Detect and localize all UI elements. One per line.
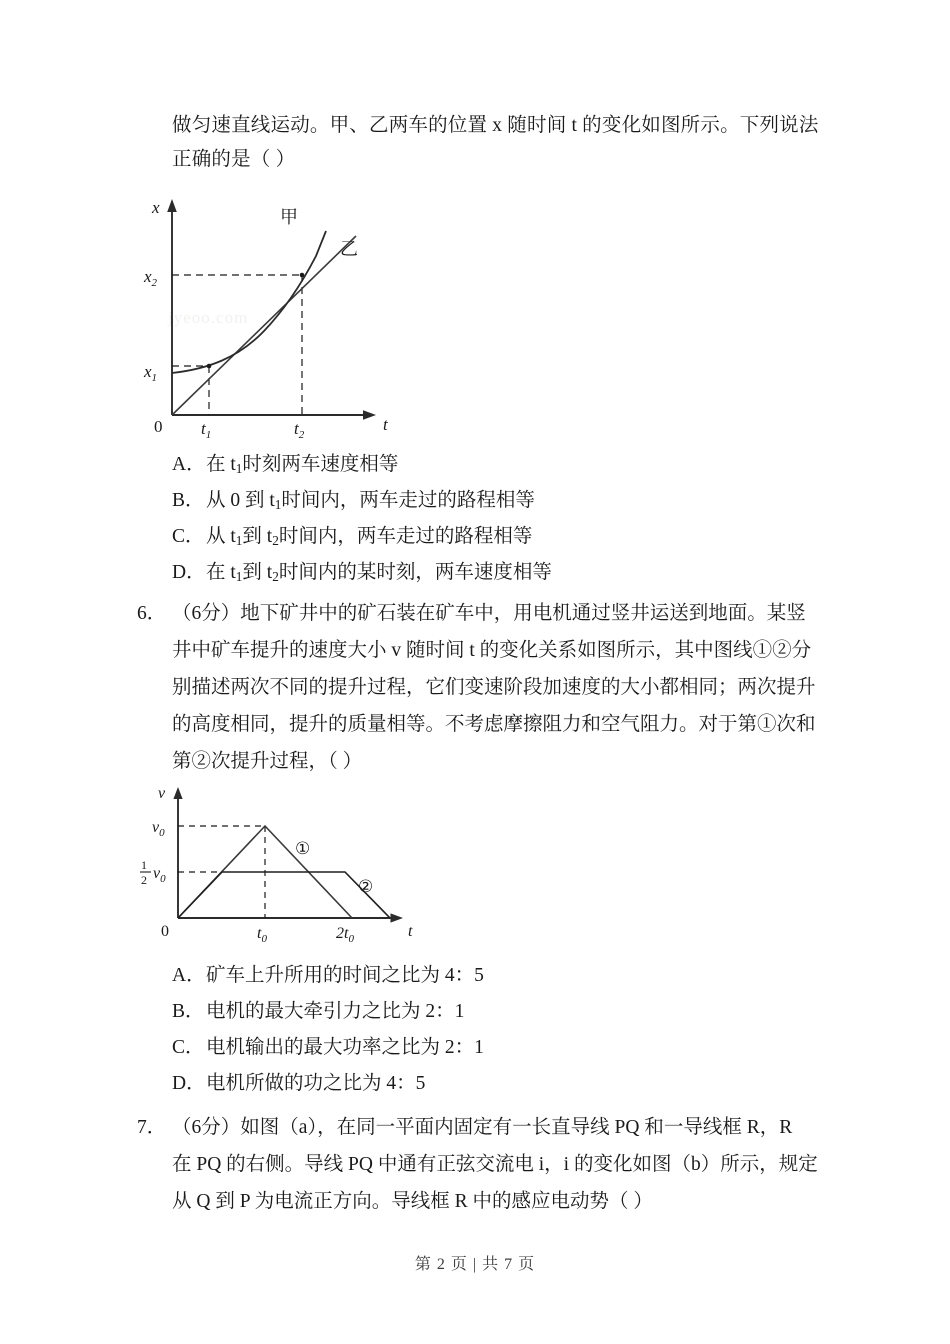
- q6-option-c-label: C．: [172, 1037, 205, 1058]
- question7-body-line-2: 在 PQ 的右侧。导线 PQ 中通有正弦交流电 i，i 的变化如图（b）所示，规定: [172, 1154, 818, 1175]
- svg-text:t: t: [383, 415, 388, 434]
- svg-text:v0: $v_0$: [153, 865, 166, 885]
- svg-text:v: v: [158, 785, 166, 802]
- question5-option-c: [172, 519, 532, 559]
- option-c-text-post: 时间内，两车走过的路程相等: [278, 526, 533, 547]
- svg-text:t0: $t_0$: [257, 925, 267, 945]
- question5-option-b: [172, 483, 535, 523]
- option-b-label: B．: [172, 490, 205, 511]
- option-a-text-pre: 在 t: [206, 454, 236, 475]
- option-c-sub1: 1: [235, 532, 243, 548]
- option-b-text-pre: 从 0 到 t: [206, 490, 275, 511]
- question6-body-line-4: 的高度相同，提升的质量相等。不考虑摩擦阻力和空气阻力。对于第①次和: [172, 714, 816, 735]
- option-d-text-post: 时间内的某时刻，两车速度相等: [278, 562, 552, 583]
- option-d-sub2: 2: [272, 568, 279, 584]
- svg-text:t2: $t_2$: [294, 419, 305, 441]
- svg-text:乙: 乙: [340, 239, 358, 259]
- svg-text:x2: $x_2$: [144, 267, 158, 289]
- svg-text:②: ②: [358, 877, 374, 896]
- q6-option-a-label: A．: [172, 965, 206, 986]
- figure-velocity-time-graph: [140, 780, 430, 950]
- option-a-text-post: 时刻两车速度相等: [242, 454, 399, 475]
- question7-number: 7．: [137, 1117, 167, 1138]
- q6-option-a-text: 矿车上升所用的时间之比为 4：5: [206, 965, 484, 986]
- question6-option-c: [172, 1030, 484, 1066]
- svg-text:1: 1: [141, 858, 147, 872]
- svg-text:甲: 甲: [280, 207, 298, 227]
- question6-body-line-1: （6分）地下矿井中的矿石装在矿车中，用电机通过竖井运送到地面。某竖: [172, 603, 806, 624]
- option-b-sub1: 1: [274, 496, 282, 512]
- svg-text:t1: $t_1$: [201, 419, 212, 441]
- question5-option-d: [172, 555, 552, 595]
- q6-option-b-label: B．: [172, 1001, 205, 1022]
- svg-text:2t0: $2t_0$: [336, 925, 354, 945]
- svg-text:x1: $x_1$: [144, 362, 158, 384]
- question6-option-b: [172, 994, 464, 1030]
- question6-option-d: [172, 1066, 425, 1102]
- svg-text:jyeoo.com: jyeoo.com: [168, 308, 249, 327]
- svg-text:0: 0: [161, 923, 169, 940]
- question7-body-line-1: （6分）如图（a），在同一平面内固定有一长直导线 PQ 和一导线框 R，R: [172, 1117, 793, 1138]
- option-c-text-pre: 从 t: [206, 526, 236, 547]
- option-b-text-post: 时间内，两车走过的路程相等: [281, 490, 535, 511]
- page-footer: 第 2 页 | 共 7 页: [414, 1256, 536, 1273]
- question6-body-line-5: 第②次提升过程，（ ）: [172, 751, 363, 772]
- option-c-sub2: 2: [272, 532, 279, 548]
- option-d-text-mid: 到 t: [242, 562, 273, 583]
- question5-body-line-1: 做匀速直线运动。甲、乙两车的位置 x 随时间 t 的变化如图所示。下列说法: [172, 115, 819, 136]
- svg-text:0: 0: [154, 417, 163, 436]
- question6-body-line-2: 井中矿车提升的速度大小 v 随时间 t 的变化关系如图所示，其中图线①②分: [172, 640, 812, 661]
- option-c-text-mid: 到 t: [242, 526, 273, 547]
- option-a-label: A．: [172, 454, 206, 475]
- option-d-label: D．: [172, 562, 206, 583]
- option-d-sub1: 1: [235, 568, 243, 584]
- q6-option-c-text: 电机输出的最大功率之比为 2：1: [206, 1037, 484, 1058]
- figure-position-time-graph: [130, 183, 420, 441]
- svg-text:v0: $v_0$: [152, 819, 165, 839]
- question6-number: 6．: [137, 603, 167, 624]
- question6-body-line-3: 别描述两次不同的提升过程，它们变速阶段加速度的大小都相同；两次提升: [172, 677, 816, 698]
- q6-option-b-text: 电机的最大牵引力之比为 2：1: [206, 1001, 465, 1022]
- option-a-sub1: 1: [235, 460, 243, 476]
- svg-text:t: t: [408, 923, 413, 940]
- svg-text:①: ①: [295, 839, 311, 858]
- q6-option-d-label: D．: [172, 1073, 206, 1094]
- question5-option-a: [172, 447, 398, 487]
- svg-text:2: 2: [141, 873, 147, 887]
- svg-text:x: x: [152, 198, 160, 217]
- option-d-text-pre: 在 t: [206, 562, 236, 583]
- question6-option-a: [172, 958, 484, 994]
- question5-body-line-2: 正确的是（ ）: [172, 149, 296, 170]
- question7-body-line-3: 从 Q 到 P 为电流正方向。导线框 R 中的感应电动势（ ）: [172, 1191, 653, 1212]
- option-c-label: C．: [172, 526, 205, 547]
- q6-option-d-text: 电机所做的功之比为 4：5: [206, 1073, 426, 1094]
